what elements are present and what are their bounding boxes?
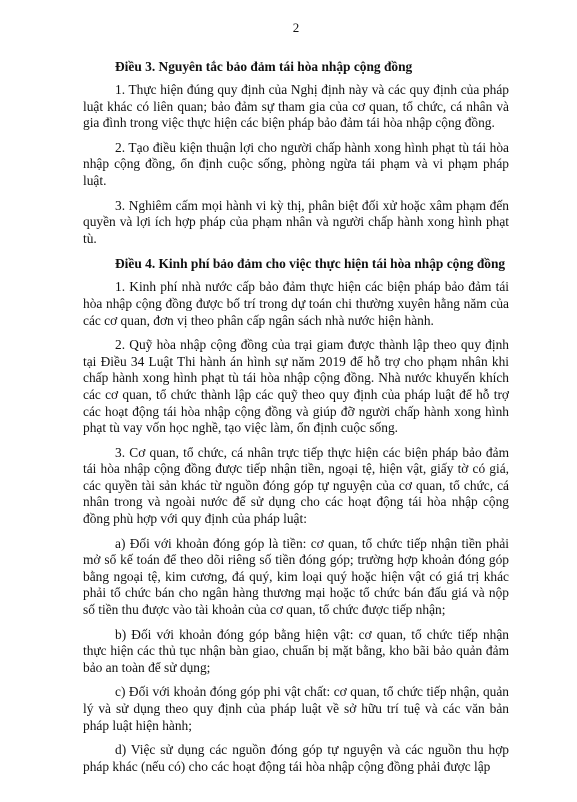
article-4-item-a: a) Đối với khoản đóng góp là tiền: cơ quan, tổ chức tiếp nhận tiền phải mở sổ kế toán để theo dõi riêng số tiền đóng góp; trường hợp khoản đóng góp bằng ngoại tệ, kim cương, đá quý, kim loại quý hoặc hiện vật có giá trị khác phải tổ chức bán cho ngân hàng thương mại hoặc tổ chức bán đấu giá và nộp số tiền thu được vào tài khoản của cơ quan, tổ chức được tiếp nhận;: [83, 535, 509, 618]
article-3: [83, 58, 509, 247]
article-4-paragraph-2: 2. Quỹ hòa nhập cộng đồng của trại giam được thành lập theo quy định tại Điều 34 Luật Thi hành án hình sự năm 2019 để hỗ trợ cho phạm nhân khi chấp hành xong hình phạt tù tái hòa nhập cộng đồng. Nhà nước khuyến khích các cơ quan, tổ chức thành lập các quỹ theo quy định của pháp luật để hỗ trợ các hoạt động tái hòa nhập cộng đồng và giúp đỡ người chấp hành xong hình phạt tù vay vốn học nghề, tạo việc làm, ổn định cuộc sống.: [83, 337, 509, 436]
article-4: [83, 255, 509, 775]
article-4-heading: Điều 4. Kinh phí bảo đảm cho việc thực hiện tái hòa nhập cộng đồng: [115, 256, 506, 272]
page-number: 2: [292, 20, 300, 35]
article-4-paragraph-1: 1. Kinh phí nhà nước cấp bảo đảm thực hiện các biện pháp bảo đảm tái hòa nhập cộng đồng được bố trí trong dự toán chi thường xuyên hằng năm của các cơ quan, đơn vị theo phân cấp ngân sách nhà nước hiện hành.: [83, 279, 509, 328]
article-4-paragraph-3: 3. Cơ quan, tổ chức, cá nhân trực tiếp thực hiện các biện pháp bảo đảm tái hòa nhập cộng đồng được tiếp nhận tiền, ngoại tệ, hiện vật, giấy tờ có giá, các quyền tài sản khác từ nguồn đóng góp tự nguyện của cơ quan, tổ chức, cá nhân trong và ngoài nước để sử dụng cho các hoạt động tái hòa nhập cộng đồng phù hợp với quy định của pháp luật:: [83, 444, 509, 527]
article-4-item-d: d) Việc sử dụng các nguồn đóng góp tự nguyện và các nguồn thu hợp pháp khác (nếu có) cho các hoạt động tái hòa nhập cộng đồng phải được lập: [83, 742, 509, 774]
article-4-item-b: b) Đối với khoản đóng góp bằng hiện vật: cơ quan, tổ chức tiếp nhận thực hiện các thủ tục nhận bàn giao, chuẩn bị mặt bằng, kho bãi bảo quản đảm bảo an toàn để sử dụng;: [83, 626, 509, 675]
article-3-paragraph-3: 3. Nghiêm cấm mọi hành vi kỳ thị, phân biệt đối xử hoặc xâm phạm đến quyền và lợi ích hợp pháp của phạm nhân và người chấp hành xong hình phạt tù.: [83, 197, 509, 246]
article-3-paragraph-1: 1. Thực hiện đúng quy định của Nghị định này và các quy định của pháp luật khác có liên quan; bảo đảm sự tham gia của cơ quan, tổ chức, cá nhân và gia đình trong việc thực hiện các biện pháp bảo đảm tái hòa nhập cộng đồng.: [83, 82, 509, 131]
article-3-paragraph-2: 2. Tạo điều kiện thuận lợi cho người chấp hành xong hình phạt tù tái hòa nhập cộng đồng, ổn định cuộc sống, phòng ngừa tái phạm và vi phạm pháp luật.: [83, 139, 509, 188]
article-4-item-c: c) Đối với khoản đóng góp phi vật chất: cơ quan, tổ chức tiếp nhận, quản lý và sử dụng theo quy định của pháp luật về sở hữu trí tuệ và các văn bản pháp luật hiện hành;: [83, 684, 509, 733]
article-3-heading: Điều 3. Nguyên tắc bảo đảm tái hòa nhập cộng đồng: [115, 59, 413, 74]
